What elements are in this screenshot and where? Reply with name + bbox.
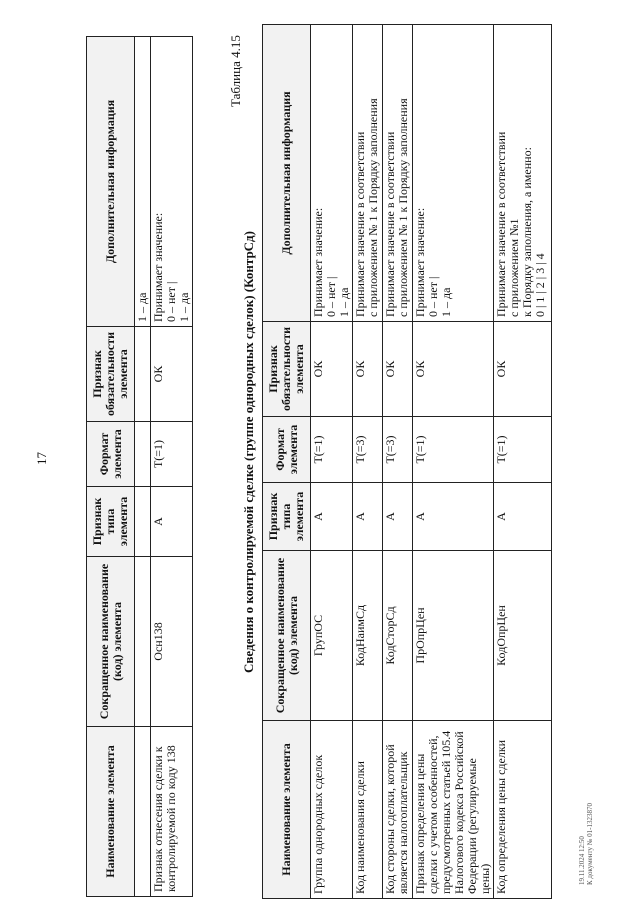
required-cell: ОК — [383, 322, 413, 417]
table-row — [151, 37, 193, 897]
required-cell: ОК — [311, 322, 353, 417]
info-cell: Принимает значение в соответствии с приложением № 1 к Порядку заполнения — [383, 25, 413, 322]
table-number: Таблица 4.15 — [228, 35, 243, 107]
col-header-code: Сокращенное наименование (код) элемента — [87, 557, 135, 727]
name-cell: Код наименования сделки — [353, 721, 383, 899]
info-cell: Принимает значение: 0 – нет | 1 – да — [311, 25, 353, 322]
required-cell: ОК — [151, 327, 193, 422]
type-cell: А — [494, 483, 552, 551]
name-cell: Признак определения цены сделки с учетом особенностей, предусмотренных статьей 105.4 Налогового кодекса Российской Федерации (регулируемые цены) — [413, 721, 494, 899]
page-number: 17 — [34, 452, 49, 465]
info-cell: Принимает значение: 0 – нет | 1 – да — [413, 25, 494, 322]
table-row — [353, 25, 383, 899]
table-continued — [86, 36, 193, 897]
col-header-format: Формат элемента — [263, 417, 311, 483]
code-cell: Осн138 — [151, 557, 193, 727]
name-cell: Код стороны сделки, которой является налогоплательщик — [383, 721, 413, 899]
col-header-code: Сокращенное наименование (код) элемента — [263, 551, 311, 721]
code-cell: КодОпрЦен — [494, 551, 552, 721]
table-row — [135, 37, 151, 897]
format-cell: Т(=1) — [494, 417, 552, 483]
name-cell: Код определения цены сделки — [494, 721, 552, 899]
required-cell: ОК — [494, 322, 552, 417]
table-row — [383, 25, 413, 899]
document-stamp: 19.11.2024 12:50 К документу № 01-1323870 — [578, 803, 594, 885]
type-cell: А — [353, 483, 383, 551]
info-cell: 1 – да — [135, 37, 151, 327]
format-cell: Т(=1) — [413, 417, 494, 483]
table-header-row — [263, 25, 311, 899]
type-cell: А — [383, 483, 413, 551]
code-cell: ПрОпрЦен — [413, 551, 494, 721]
col-header-name: Наименование элемента — [87, 727, 135, 897]
col-header-name: Наименование элемента — [263, 721, 311, 899]
table-header-row — [87, 37, 135, 897]
info-cell: Принимает значение в соответствии с приложением №1 к Порядку заполнения, а именно: 0 | 1 | 2 | 3 | 4 — [494, 25, 552, 322]
info-cell: Принимает значение в соответствии с приложением № 1 к Порядку заполнения — [353, 25, 383, 322]
col-header-type: Признак типа элемента — [87, 487, 135, 557]
type-cell: А — [413, 483, 494, 551]
code-cell: КодНаимСд — [353, 551, 383, 721]
col-header-type: Признак типа элемента — [263, 483, 311, 551]
type-cell: А — [151, 487, 193, 557]
col-header-required: Признак обязательности элемента — [87, 327, 135, 422]
table-row — [494, 25, 552, 899]
col-header-format: Формат элемента — [87, 422, 135, 487]
required-cell: ОК — [413, 322, 494, 417]
code-cell: ГрупОС — [311, 551, 353, 721]
code-cell: КодСторСд — [383, 551, 413, 721]
name-cell: Группа однородных сделок — [311, 721, 353, 899]
name-cell: Признак отнесения сделки к контролируемой по коду 138 — [151, 727, 193, 897]
col-header-info: Дополнительная информация — [87, 37, 135, 327]
info-cell: Принимает значение: 0 – нет | 1 – да — [151, 37, 193, 327]
col-header-info: Дополнительная информация — [263, 25, 311, 322]
format-cell: Т(=3) — [383, 417, 413, 483]
required-cell: ОК — [353, 322, 383, 417]
table-row — [311, 25, 353, 899]
format-cell: Т(=1) — [151, 422, 193, 487]
type-cell: А — [311, 483, 353, 551]
table-row — [413, 25, 494, 899]
format-cell: Т(=3) — [353, 417, 383, 483]
table-caption: Сведения о контролируемой сделке (группе однородных сделок) (КонтрСд) — [241, 231, 256, 673]
col-header-required: Признак обязательности элемента — [263, 322, 311, 417]
table-kontrsd — [262, 24, 552, 899]
format-cell: Т(=1) — [311, 417, 353, 483]
